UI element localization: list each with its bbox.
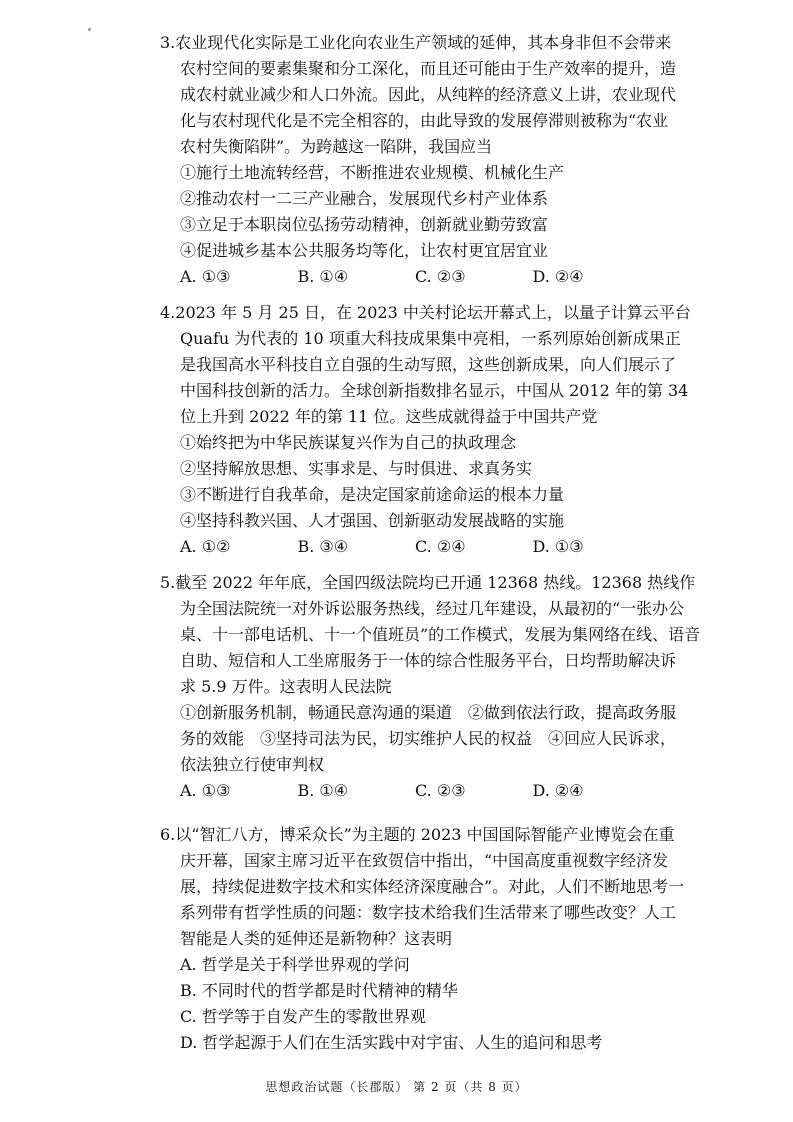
statement-option: ①创新服务机制，畅通民意沟通的渠道 ②做到依法行政，提高政务服 — [180, 703, 677, 722]
scan-dot — [88, 28, 91, 31]
stem-line: 位上升到 2022 年的第 11 位。这些成就得益于中国共产党 — [180, 407, 598, 426]
answer-a: A. ①② — [180, 537, 231, 556]
statement-option: ④促进城乡基本公共服务均等化，让农村更宜居宜业 — [180, 241, 549, 260]
question-4-stem — [160, 300, 691, 430]
stem-line: 求 5.9 万件。这表明人民法院 — [180, 677, 392, 696]
statement-option: ③不断进行自我革命，是决定国家前途命运的根本力量 — [180, 485, 565, 504]
answer-d: D. ①③ — [532, 537, 584, 556]
answer-c: C. ②③ — [415, 267, 466, 286]
answer-choices — [160, 778, 650, 804]
answer-d: D. 哲学起源于人们在生活实践中对宇宙、人生的追问和思考 — [180, 1033, 603, 1052]
stem-line: 化与农村现代化是不完全相容的，由此导致的发展停滞则被称为“农业 — [180, 111, 669, 130]
question-3-stem — [160, 30, 677, 160]
stem-line: 展，持续促进数字技术和实体经济深度融合”。对此，人们不断地思考一 — [180, 877, 685, 896]
question-5 — [160, 570, 701, 804]
stem-line: 3.农业现代化实际是工业化向农业生产领域的延伸，其本身非但不会带来 — [160, 33, 672, 52]
stem-line: 自助、短信和人工坐席服务于一体的综合性服务平台，日均帮助解决诉 — [180, 651, 677, 670]
stem-line: 5.截至 2022 年年底，全国四级法院均已开通 12368 热线。12368 热线作 — [160, 573, 696, 592]
stem-line: 智能是人类的延伸还是新物种？这表明 — [180, 929, 453, 948]
statement-option: ④坚持科教兴国、人才强国、创新驱动发展战略的实施 — [180, 511, 565, 530]
answer-a: A. ①③ — [180, 781, 231, 800]
answer-b: B. 不同时代的哲学都是时代精神的精华 — [180, 981, 458, 1000]
answer-choices — [160, 264, 650, 290]
answer-b: B. ①④ — [297, 267, 349, 286]
question-3 — [160, 30, 677, 290]
stem-line: 为全国法院统一对外诉讼服务热线，经过几年建设，从最初的“一张办公 — [180, 599, 685, 618]
stem-line: Quafu 为代表的 10 项重大科技成果集中亮相，一系列原始创新成果正 — [180, 329, 681, 348]
answer-b: B. ③④ — [297, 537, 349, 556]
answer-a: A. ①③ — [180, 267, 231, 286]
answer-a: A. 哲学是关于科学世界观的学问 — [180, 955, 410, 974]
answer-c: C. ②③ — [415, 781, 466, 800]
statement-option: 务的效能 ③坚持司法为民，切实维护人民的权益 ④回应人民诉求， — [180, 729, 677, 748]
statement-option: 依法独立行使审判权 — [180, 755, 325, 774]
answer-d: D. ②④ — [532, 781, 584, 800]
stem-line: 4.2023 年 5 月 25 日，在 2023 中关村论坛开幕式上，以量子计算云平台 — [160, 303, 691, 322]
statement-option: ②推动农村一二三产业融合，发展现代乡村产业体系 — [180, 189, 549, 208]
statement-option: ①施行土地流转经营，不断推进农业规模、机械化生产 — [180, 163, 565, 182]
question-5-stem — [160, 570, 701, 700]
statement-option: ③立足于本职岗位弘扬劳动精神，创新就业勤劳致富 — [180, 215, 549, 234]
answer-b: B. ①④ — [297, 781, 349, 800]
statement-option: ②坚持解放思想、实事求是、与时俱进、求真务实 — [180, 459, 533, 478]
stem-line: 桌、十一部电话机、十一个值班员”的工作模式，发展为集网络在线、语音 — [180, 625, 701, 644]
stem-line: 中国科技创新的活力。全球创新指数排名显示，中国从 2012 年的第 34 — [180, 381, 689, 400]
stem-line: 系列带有哲学性质的问题：数字技术给我们生活带来了哪些改变？人工 — [180, 903, 677, 922]
question-6 — [160, 822, 685, 1056]
stem-line: 农村失衡陷阱”。为跨越这一陷阱，我国应当 — [180, 137, 493, 156]
stem-line: 是我国高水平科技自立自强的生动写照，这些创新成果，向人们展示了 — [180, 355, 677, 374]
stem-line: 庆开幕，国家主席习近平在致贺信中指出，“中国高度重视数字经济发 — [180, 851, 669, 870]
answer-c: C. ②④ — [415, 537, 466, 556]
statement-option: ①始终把为中华民族谋复兴作为自己的执政理念 — [180, 433, 517, 452]
stem-line: 成农村就业减少和人口外流。因此，从纯粹的经济意义上讲，农业现代 — [180, 85, 677, 104]
answer-c: C. 哲学等于自发产生的零散世界观 — [180, 1007, 426, 1026]
answer-choices — [160, 534, 650, 560]
question-6-stem — [160, 822, 685, 952]
question-4 — [160, 300, 691, 560]
page-footer: 思想政治试题（长郡版） 第 2 页（共 8 页） — [265, 1080, 528, 1094]
stem-line: 6.以“智汇八方，博采众长”为主题的 2023 中国国际智能产业博览会在重 — [160, 825, 675, 844]
stem-line: 农村空间的要素集聚和分工深化，而且还可能由于生产效率的提升，造 — [180, 59, 677, 78]
answer-d: D. ②④ — [532, 267, 584, 286]
